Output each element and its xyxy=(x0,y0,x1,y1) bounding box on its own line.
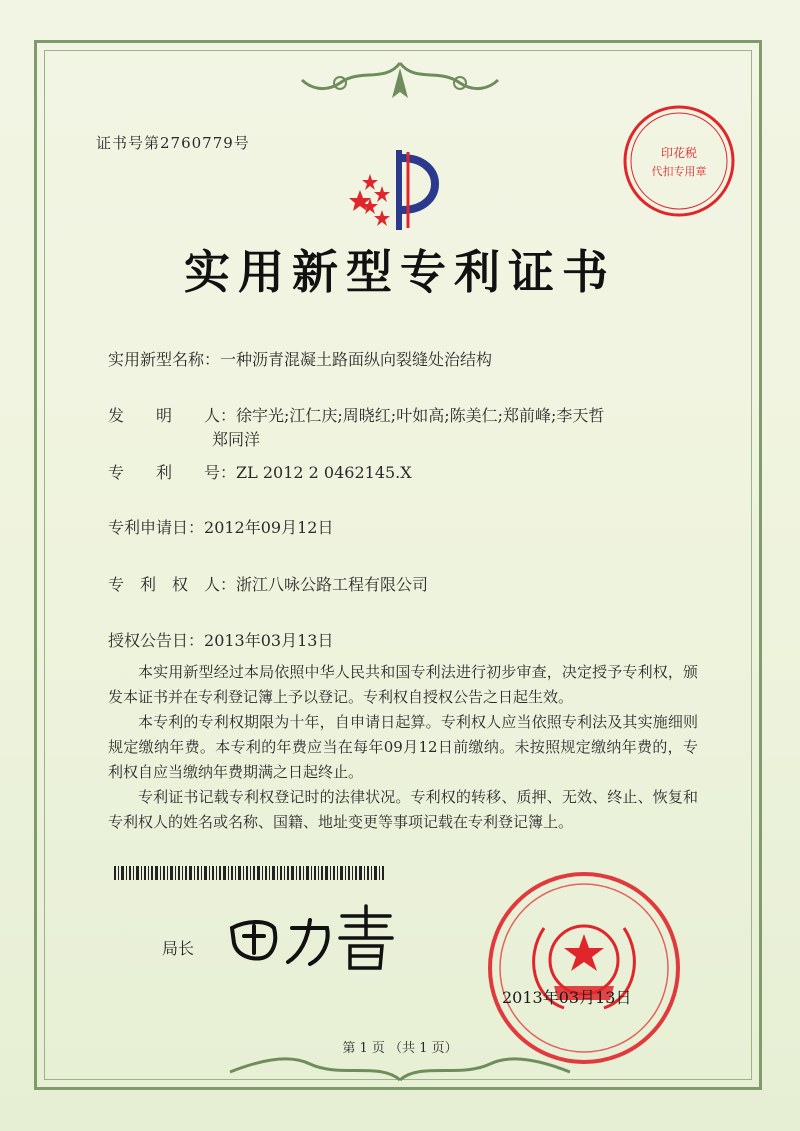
director-signature xyxy=(222,898,402,978)
certificate-number: 证书号第2760779号 xyxy=(96,134,250,152)
top-ornament-icon xyxy=(300,58,500,108)
owner-label: 专 利 权 人： xyxy=(108,575,237,594)
tax-seal-center-1: 印花税 xyxy=(660,146,698,160)
patentee-row xyxy=(108,572,428,595)
inventor-row-2 xyxy=(212,427,260,450)
inventor-row xyxy=(108,403,604,426)
sipo-logo-icon xyxy=(346,150,456,232)
grant-date-row xyxy=(108,628,333,651)
filing-label: 专利申请日： xyxy=(108,518,205,537)
patent-label: 专 利 号： xyxy=(108,463,237,482)
owner-value: 浙江八咏公路工程有限公司 xyxy=(236,575,429,594)
grant-label: 授权公告日： xyxy=(108,631,205,650)
page-footer: 第 1 页 （共 1 页） xyxy=(342,1041,458,1056)
utility-model-name-row xyxy=(108,347,492,370)
body-paragraph-3: 专利证书记载专利权登记时的法律状况。专利权的转移、质押、无效、终止、恢复和专利权人的姓名或名称、国籍、地址变更等事项记载在专利登记簿上。 xyxy=(108,788,698,831)
barcode-icon xyxy=(114,866,384,880)
grant-value: 2013年03月13日 xyxy=(204,631,334,650)
patent-number-row xyxy=(108,460,412,483)
tax-seal-center-2: 代扣专用章 xyxy=(651,165,707,178)
certificate-body xyxy=(108,660,698,835)
filing-date-row xyxy=(108,515,333,538)
inventor-label: 发 明 人： xyxy=(108,406,237,425)
director-label: 局长 xyxy=(162,939,195,958)
name-value: 一种沥青混凝土路面纵向裂缝处治结构 xyxy=(220,350,493,369)
inventor-value: 徐宇光;江仁庆;周晓红;叶如高;陈美仁;郑前峰;李天哲 xyxy=(236,406,605,425)
name-label: 实用新型名称： xyxy=(108,350,221,369)
body-paragraph-2: 本专利的专利权期限为十年，自申请日起算。专利权人应当依照专利法及其实施细则规定缴纳年费。本专利的年费应当在每年09月12日前缴纳。未按照规定缴纳年费的，专利权自应当缴纳年费期满之日起终止。 xyxy=(108,713,698,781)
inventor-value-2: 郑同洋 xyxy=(212,430,261,449)
certificate-title: 实用新型专利证书 xyxy=(184,245,616,299)
body-paragraph-1: 本实用新型经过本局依照中华人民共和国专利法进行初步审查，决定授予专利权，颁发本证书并在专利登记簿上予以登记。专利权自授权公告之日起生效。 xyxy=(108,663,698,706)
tax-seal-icon xyxy=(620,102,738,220)
filing-value: 2012年09月12日 xyxy=(204,518,334,537)
seal-date: 2013年03月13日 xyxy=(502,988,632,1007)
patent-value: ZL 2012 2 0462145.X xyxy=(236,463,412,482)
